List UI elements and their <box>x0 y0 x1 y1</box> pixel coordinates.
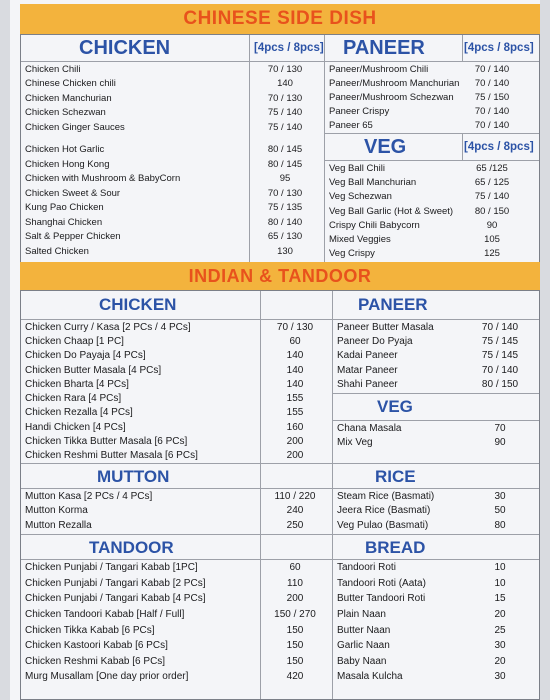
item-name: Chicken Ginger Sauces <box>25 121 125 133</box>
item-name: Chicken Chili <box>25 63 81 75</box>
item-price: 70 / 140 <box>474 77 510 89</box>
chinese-chicken-item <box>21 230 324 245</box>
item-name: Chicken Kastoori Kabab [6 PCs] <box>25 640 168 652</box>
rice-item-group <box>333 489 539 533</box>
item-price: 75 / 140 <box>474 191 510 203</box>
chinese-chicken-item <box>21 106 324 121</box>
item-name: Paneer Butter Masala <box>337 321 434 333</box>
item-price: 75 / 145 <box>481 336 519 348</box>
item-name: Chicken Manchurian <box>25 92 112 104</box>
indian-chicken-item <box>21 449 332 463</box>
item-name: Masala Kulcha <box>337 671 403 683</box>
chinese-paneer-heading: PANEER <box>343 37 425 59</box>
indian-veg-item-group <box>333 421 539 450</box>
indian-paneer-item <box>333 363 539 377</box>
indian-chicken-item <box>21 434 332 448</box>
item-name: Chicken Hong Kong <box>25 158 110 170</box>
tandoor-item <box>21 622 332 638</box>
item-name: Mutton Korma <box>25 505 88 517</box>
chinese-veg-item <box>325 204 539 218</box>
item-name: Chicken Bharta [4 PCs] <box>25 378 129 390</box>
mutton-item <box>21 489 332 504</box>
item-price: 65 /125 <box>476 162 508 174</box>
item-name: Veg Schezwan <box>329 191 392 203</box>
rice-item <box>333 518 539 533</box>
indian-chicken-item <box>21 391 332 405</box>
item-price: 130 <box>277 245 293 257</box>
item-name: Chicken Hot Garlic <box>25 144 105 156</box>
chinese-veg-item-group <box>325 161 539 261</box>
item-name: Mutton Kasa [2 PCs / 4 PCs] <box>25 490 153 502</box>
item-name: Chinese Chicken chili <box>25 78 116 90</box>
chinese-chicken-item <box>21 157 324 172</box>
item-price: 75 / 135 <box>267 202 303 214</box>
item-name: Veg Pulao (Basmati) <box>337 519 429 531</box>
item-name: Murg Musallam [One day prior order] <box>25 671 189 683</box>
item-name: Mixed Veggies <box>329 234 391 246</box>
item-name: Baby Naan <box>337 655 387 667</box>
bread-item <box>333 607 539 623</box>
tandoor-item <box>21 591 332 607</box>
item-name: Chicken Punjabi / Tangari Kabab [1PC] <box>25 562 198 574</box>
item-name: Paneer/Mushroom Schezwan <box>329 91 454 103</box>
item-name: Veg Crispy <box>329 248 375 260</box>
item-name: Veg Ball Chili <box>329 162 385 174</box>
item-name: Steam Rice (Basmati) <box>337 490 435 502</box>
indian-veg-item <box>333 421 539 435</box>
chinese-chicken-portion: [4pcs / 8pcs] <box>254 42 324 54</box>
item-name: Paneer Do Pyaja <box>337 336 413 348</box>
item-price: 25 <box>494 624 506 636</box>
chinese-paneer-item <box>325 62 539 76</box>
item-price: 110 / 220 <box>274 490 316 502</box>
indian-chicken-item <box>21 349 332 363</box>
chinese-chicken-item <box>21 91 324 106</box>
item-price: 75 / 145 <box>481 350 519 362</box>
item-name: Crispy Chili Babycorn <box>329 219 420 231</box>
tandoor-item <box>21 654 332 670</box>
item-price: 75 / 140 <box>267 107 303 119</box>
item-price: 65 / 125 <box>474 176 510 188</box>
item-price: 150 / 270 <box>274 609 316 621</box>
chinese-paneer-item <box>325 105 539 119</box>
chinese-veg-list <box>325 161 539 261</box>
indian-chicken-item-group <box>21 320 332 463</box>
item-price: 150 <box>286 640 304 652</box>
bread-item-group <box>333 560 539 685</box>
item-price: 75 / 140 <box>267 121 303 133</box>
chinese-veg-item <box>325 161 539 175</box>
chinese-paneer-item <box>325 76 539 90</box>
menu-page <box>10 0 540 700</box>
item-name: Chicken Punjabi / Tangari Kabab [4 PCs] <box>25 593 206 605</box>
item-name: Garlic Naan <box>337 640 390 652</box>
chinese-chicken-item <box>21 186 324 201</box>
item-name: Veg Ball Garlic (Hot & Sweet) <box>329 205 454 217</box>
item-name: Tandoori Roti (Aata) <box>337 577 426 589</box>
item-name: Butter Naan <box>337 624 391 636</box>
item-price: 10 <box>494 562 506 574</box>
chinese-chicken-item <box>21 120 324 135</box>
item-name: Chicken Chaap [1 PC] <box>25 335 124 347</box>
chinese-chicken-item-group <box>21 62 324 135</box>
bread-item <box>333 638 539 654</box>
chinese-paneer-item <box>325 119 539 133</box>
indian-paneer-heading: PANEER <box>358 295 428 314</box>
item-name: Paneer Crispy <box>329 106 390 118</box>
item-price: 65 / 130 <box>267 231 303 243</box>
chinese-veg-item <box>325 175 539 189</box>
item-price: 140 <box>286 350 304 362</box>
chinese-paneer-item <box>325 90 539 104</box>
item-name: Chicken Punjabi / Tangari Kabab [2 PCs] <box>25 577 206 589</box>
item-price: 70 / 130 <box>267 63 303 75</box>
item-price: 80 / 145 <box>267 144 303 156</box>
chinese-paneer-portion: [4pcs / 8pcs] <box>464 42 534 54</box>
item-price: 70 <box>494 422 506 434</box>
item-price: 80 <box>494 519 506 531</box>
bread-item <box>333 654 539 670</box>
item-name: Plain Naan <box>337 609 386 621</box>
chinese-section-banner <box>20 4 540 34</box>
item-name: Chicken Do Payaja [4 PCs] <box>25 350 146 362</box>
item-name: Chicken Tandoori Kabab [Half / Full] <box>25 609 185 621</box>
mutton-heading: MUTTON <box>97 467 170 486</box>
chinese-veg-heading: VEG <box>364 136 407 158</box>
item-price: 70 / 130 <box>267 92 303 104</box>
item-name: Jeera Rice (Basmati) <box>337 505 431 517</box>
rice-item <box>333 504 539 519</box>
item-price: 75 / 150 <box>474 91 510 103</box>
item-name: Chicken Rezalla [4 PCs] <box>25 407 133 419</box>
rice-heading: RICE <box>375 467 416 486</box>
indian-chicken-item <box>21 377 332 391</box>
item-price: 200 <box>286 593 304 605</box>
chinese-paneer-list <box>325 62 539 133</box>
item-price: 80 / 145 <box>267 158 303 170</box>
item-price: 140 <box>286 364 304 376</box>
item-name: Kadai Paneer <box>337 350 398 362</box>
chinese-veg-item <box>325 218 539 232</box>
item-price: 70 / 140 <box>481 321 519 333</box>
indian-veg-item <box>333 435 539 449</box>
item-name: Salt & Pepper Chicken <box>25 231 121 243</box>
item-name: Mix Veg <box>337 436 373 448</box>
item-price: 240 <box>286 505 304 517</box>
bread-item <box>333 622 539 638</box>
bread-list <box>333 560 539 685</box>
item-price: 30 <box>494 640 506 652</box>
item-name: Mutton Rezalla <box>25 519 92 531</box>
indian-section-title: INDIAN & TANDOOR <box>188 265 372 286</box>
bread-item <box>333 560 539 576</box>
tandoor-list <box>21 560 332 685</box>
indian-chicken-item <box>21 420 332 434</box>
chinese-veg-item <box>325 190 539 204</box>
indian-paneer-item <box>333 334 539 348</box>
chinese-veg-item <box>325 232 539 246</box>
item-price: 80 / 140 <box>267 216 303 228</box>
item-price: 20 <box>494 609 506 621</box>
item-name: Kung Pao Chicken <box>25 202 104 214</box>
item-price: 10 <box>494 577 506 589</box>
item-price: 90 <box>494 436 506 448</box>
item-price: 50 <box>494 505 506 517</box>
indian-paneer-item <box>333 349 539 363</box>
item-name: Chicken Rara [4 PCs] <box>25 393 122 405</box>
mutton-item <box>21 504 332 519</box>
item-name: Chicken with Mushroom & BabyCorn <box>25 173 181 185</box>
item-price: 70 / 140 <box>481 364 519 376</box>
item-price: 140 <box>286 378 304 390</box>
rice-item <box>333 489 539 504</box>
item-price: 105 <box>484 234 500 246</box>
indian-chicken-heading: CHICKEN <box>99 295 177 314</box>
item-price: 70 / 130 <box>276 321 314 333</box>
item-price: 70 / 130 <box>267 187 303 199</box>
item-price: 30 <box>494 671 506 683</box>
chinese-section-title: CHINESE SIDE DISH <box>183 8 377 29</box>
item-price: 420 <box>286 671 304 683</box>
indian-chicken-item <box>21 320 332 334</box>
item-price: 20 <box>494 655 506 667</box>
rice-list <box>333 489 539 533</box>
item-name: Paneer 65 <box>329 120 373 132</box>
bread-heading: BREAD <box>365 538 426 557</box>
item-name: Shahi Paneer <box>337 379 398 391</box>
item-price: 200 <box>286 436 304 448</box>
bread-item <box>333 576 539 592</box>
chinese-paneer-item-group <box>325 62 539 133</box>
item-name: Veg Ball Manchurian <box>329 176 417 188</box>
mutton-item <box>21 518 332 533</box>
item-name: Chicken Reshmi Kabab [6 PCs] <box>25 655 166 667</box>
chinese-section <box>20 34 540 264</box>
indian-chicken-item <box>21 334 332 348</box>
item-price: 80 / 150 <box>481 379 519 391</box>
item-name: Chicken Tikka Butter Masala [6 PCs] <box>25 436 188 448</box>
chinese-chicken-item <box>21 244 324 259</box>
item-name: Paneer/Mushroom Manchurian <box>329 77 460 89</box>
item-price: 60 <box>289 562 301 574</box>
item-price: 150 <box>286 655 304 667</box>
indian-veg-heading: VEG <box>377 397 413 416</box>
item-price: 250 <box>286 519 304 531</box>
item-name: Chicken Butter Masala [4 PCs] <box>25 364 162 376</box>
indian-chicken-item <box>21 406 332 420</box>
mutton-list <box>21 489 332 533</box>
indian-section-banner <box>20 262 540 290</box>
item-name: Chicken Reshmi Butter Masala [6 PCs] <box>25 450 198 462</box>
tandoor-item <box>21 607 332 623</box>
chinese-chicken-item-group <box>21 143 324 259</box>
indian-chicken-list <box>21 320 332 463</box>
chinese-chicken-item <box>21 172 324 187</box>
bread-item <box>333 669 539 685</box>
item-name: Butter Tandoori Roti <box>337 593 426 605</box>
item-price: 125 <box>484 248 500 260</box>
item-name: Paneer/Mushroom Chili <box>329 63 429 75</box>
item-price: 160 <box>286 421 304 433</box>
mutton-item-group <box>21 489 332 533</box>
item-price: 155 <box>286 393 304 405</box>
item-price: 95 <box>279 173 291 185</box>
chinese-chicken-item <box>21 143 324 158</box>
item-price: 60 <box>289 335 301 347</box>
tandoor-item <box>21 669 332 685</box>
chinese-chicken-heading: CHICKEN <box>79 37 171 59</box>
indian-paneer-item <box>333 378 539 392</box>
item-price: 15 <box>494 593 506 605</box>
item-price: 70 / 140 <box>474 63 510 75</box>
item-price: 155 <box>286 407 304 419</box>
item-name: Chicken Tikka Kabab [6 PCs] <box>25 624 155 636</box>
indian-paneer-item <box>333 320 539 334</box>
tandoor-item <box>21 560 332 576</box>
item-price: 70 / 140 <box>474 120 510 132</box>
chinese-chicken-list <box>21 62 324 259</box>
item-name: Chicken Sweet & Sour <box>25 187 121 199</box>
chinese-veg-item <box>325 247 539 261</box>
item-name: Chicken Curry / Kasa [2 PCs / 4 PCs] <box>25 321 191 333</box>
item-name: Chicken Schezwan <box>25 107 106 119</box>
item-name: Tandoori Roti <box>337 562 396 574</box>
indian-chicken-item <box>21 363 332 377</box>
chinese-veg-portion: [4pcs / 8pcs] <box>464 141 534 153</box>
item-name: Shanghai Chicken <box>25 216 103 228</box>
item-price: 150 <box>286 624 304 636</box>
item-price: 80 / 150 <box>474 205 510 217</box>
tandoor-heading: TANDOOR <box>89 538 174 557</box>
item-price: 30 <box>494 490 506 502</box>
chinese-chicken-item <box>21 215 324 230</box>
indian-veg-list <box>333 421 539 450</box>
indian-section <box>20 290 540 700</box>
chinese-chicken-item <box>21 62 324 77</box>
indian-paneer-list <box>333 320 539 392</box>
item-price: 70 / 140 <box>474 106 510 118</box>
indian-paneer-item-group <box>333 320 539 392</box>
tandoor-item <box>21 576 332 592</box>
item-name: Salted Chicken <box>25 245 89 257</box>
bread-item <box>333 591 539 607</box>
item-name: Chana Masala <box>337 422 402 434</box>
item-price: 90 <box>486 219 498 231</box>
chinese-chicken-item <box>21 201 324 216</box>
chinese-chicken-item <box>21 77 324 92</box>
item-price: 140 <box>277 78 293 90</box>
item-name: Handi Chicken [4 PCs] <box>25 421 126 433</box>
tandoor-item-group <box>21 560 332 685</box>
tandoor-item <box>21 638 332 654</box>
item-price: 200 <box>286 450 304 462</box>
item-price: 110 <box>287 577 303 589</box>
item-name: Matar Paneer <box>337 364 398 376</box>
